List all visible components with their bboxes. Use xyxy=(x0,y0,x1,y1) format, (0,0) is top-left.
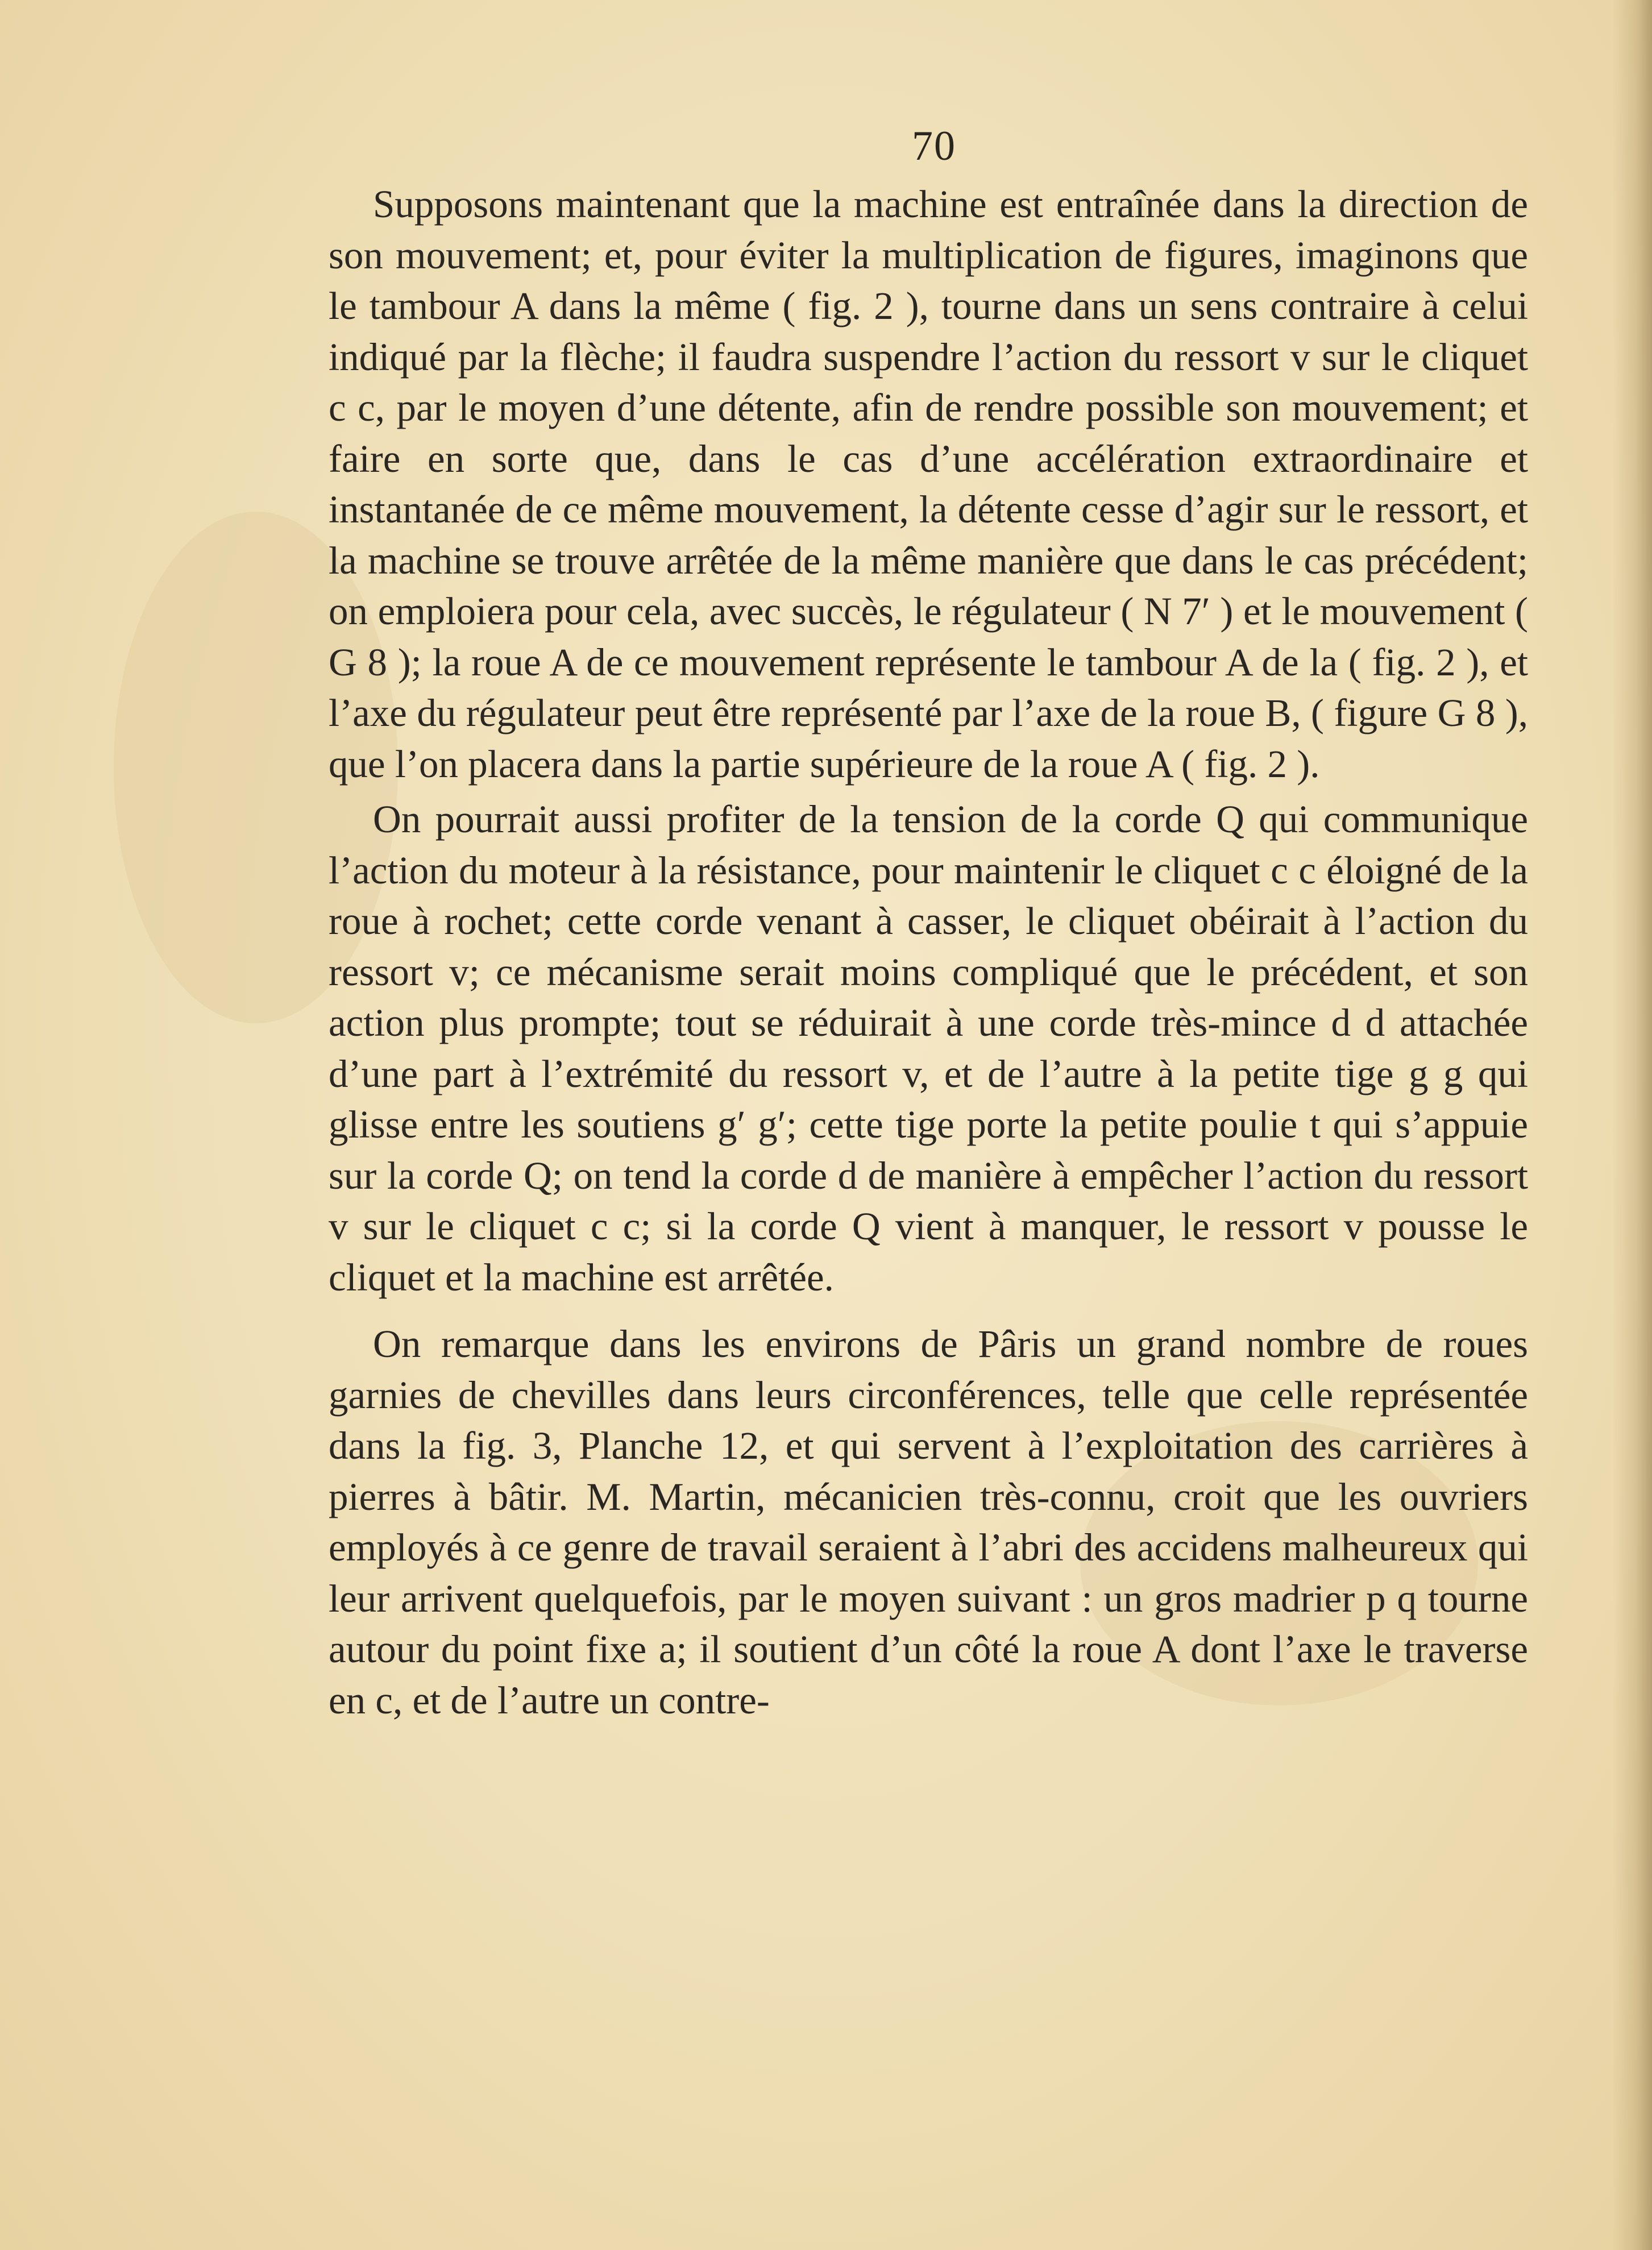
paragraph-2: On pourrait aussi profiter de la tension de la corde Q qui communique l’action du moteur à la résistance, pour maintenir le cliquet c c éloigné de la roue à rochet; cette corde venant à casser, le cliquet obéirait à l’action du ressort v; ce mécanisme serait moins compliqué que le précédent, et son action plus prompte; tout se réduirait à une corde très-mince d d attachée d’une part à l’extrémité du ressort v, et de l’autre à la petite tige g g qui glisse entre les soutiens g′ g′; cette tige porte la petite poulie t qui s’appuie sur la corde Q; on tend la corde d de manière à empêcher l’action du ressort v sur le cliquet c c; si la corde Q vient à manquer, le ressort v pousse le cliquet et la machine est arrêtée. xyxy=(329,798,1528,1299)
page-number: 70 xyxy=(912,123,956,169)
body-text xyxy=(329,179,1528,1726)
paragraph-1: Supposons maintenant que la machine est entraînée dans la direction de son mouvement; et, pour éviter la multiplication de figures, imaginons que le tambour A dans la même ( fig. 2 ), tourne dans un sens contraire à celui indiqué par la flèche; il faudra suspendre l’action du ressort v sur le cliquet c c, par le moyen d’une détente, afin de rendre possible son mouvement; et faire en sorte que, dans le cas d’une accélération extraordinaire et instantanée de ce même mouvement, la détente cesse d’agir sur le ressort, et la machine se trouve arrêtée de la même manière que dans le cas précédent; on emploiera pour cela, avec succès, le régulateur ( N 7′ ) et le mouvement ( G 8 ); la roue A de ce mouvement représente le tambour A de la ( fig. 2 ), et l’axe du régulateur peut être représenté par l’axe de la roue B, ( figure G 8 ), que l’on placera dans la partie supérieure de la roue A ( fig. 2 ). xyxy=(329,182,1528,786)
page-gutter-shadow xyxy=(1612,0,1652,2250)
paragraph-3: On remarque dans les environs de Pâris un grand nombre de roues garnies de chevilles dans leurs circonférences, telle que celle représentée dans la fig. 3, Planche 12, et qui servent à l’exploitation des carrières à pierres à bâtir. M. Martin, mécanicien très-connu, croit que les ouvriers employés à ce genre de travail seraient à l’abri des accidens malheureux qui leur arrivent quelquefois, par le moyen suivant : un gros madrier p q tourne autour du point fixe a; il soutient d’un côté la roue A dont l’axe le traverse en c, et de l’autre un contre- xyxy=(329,1322,1528,1722)
